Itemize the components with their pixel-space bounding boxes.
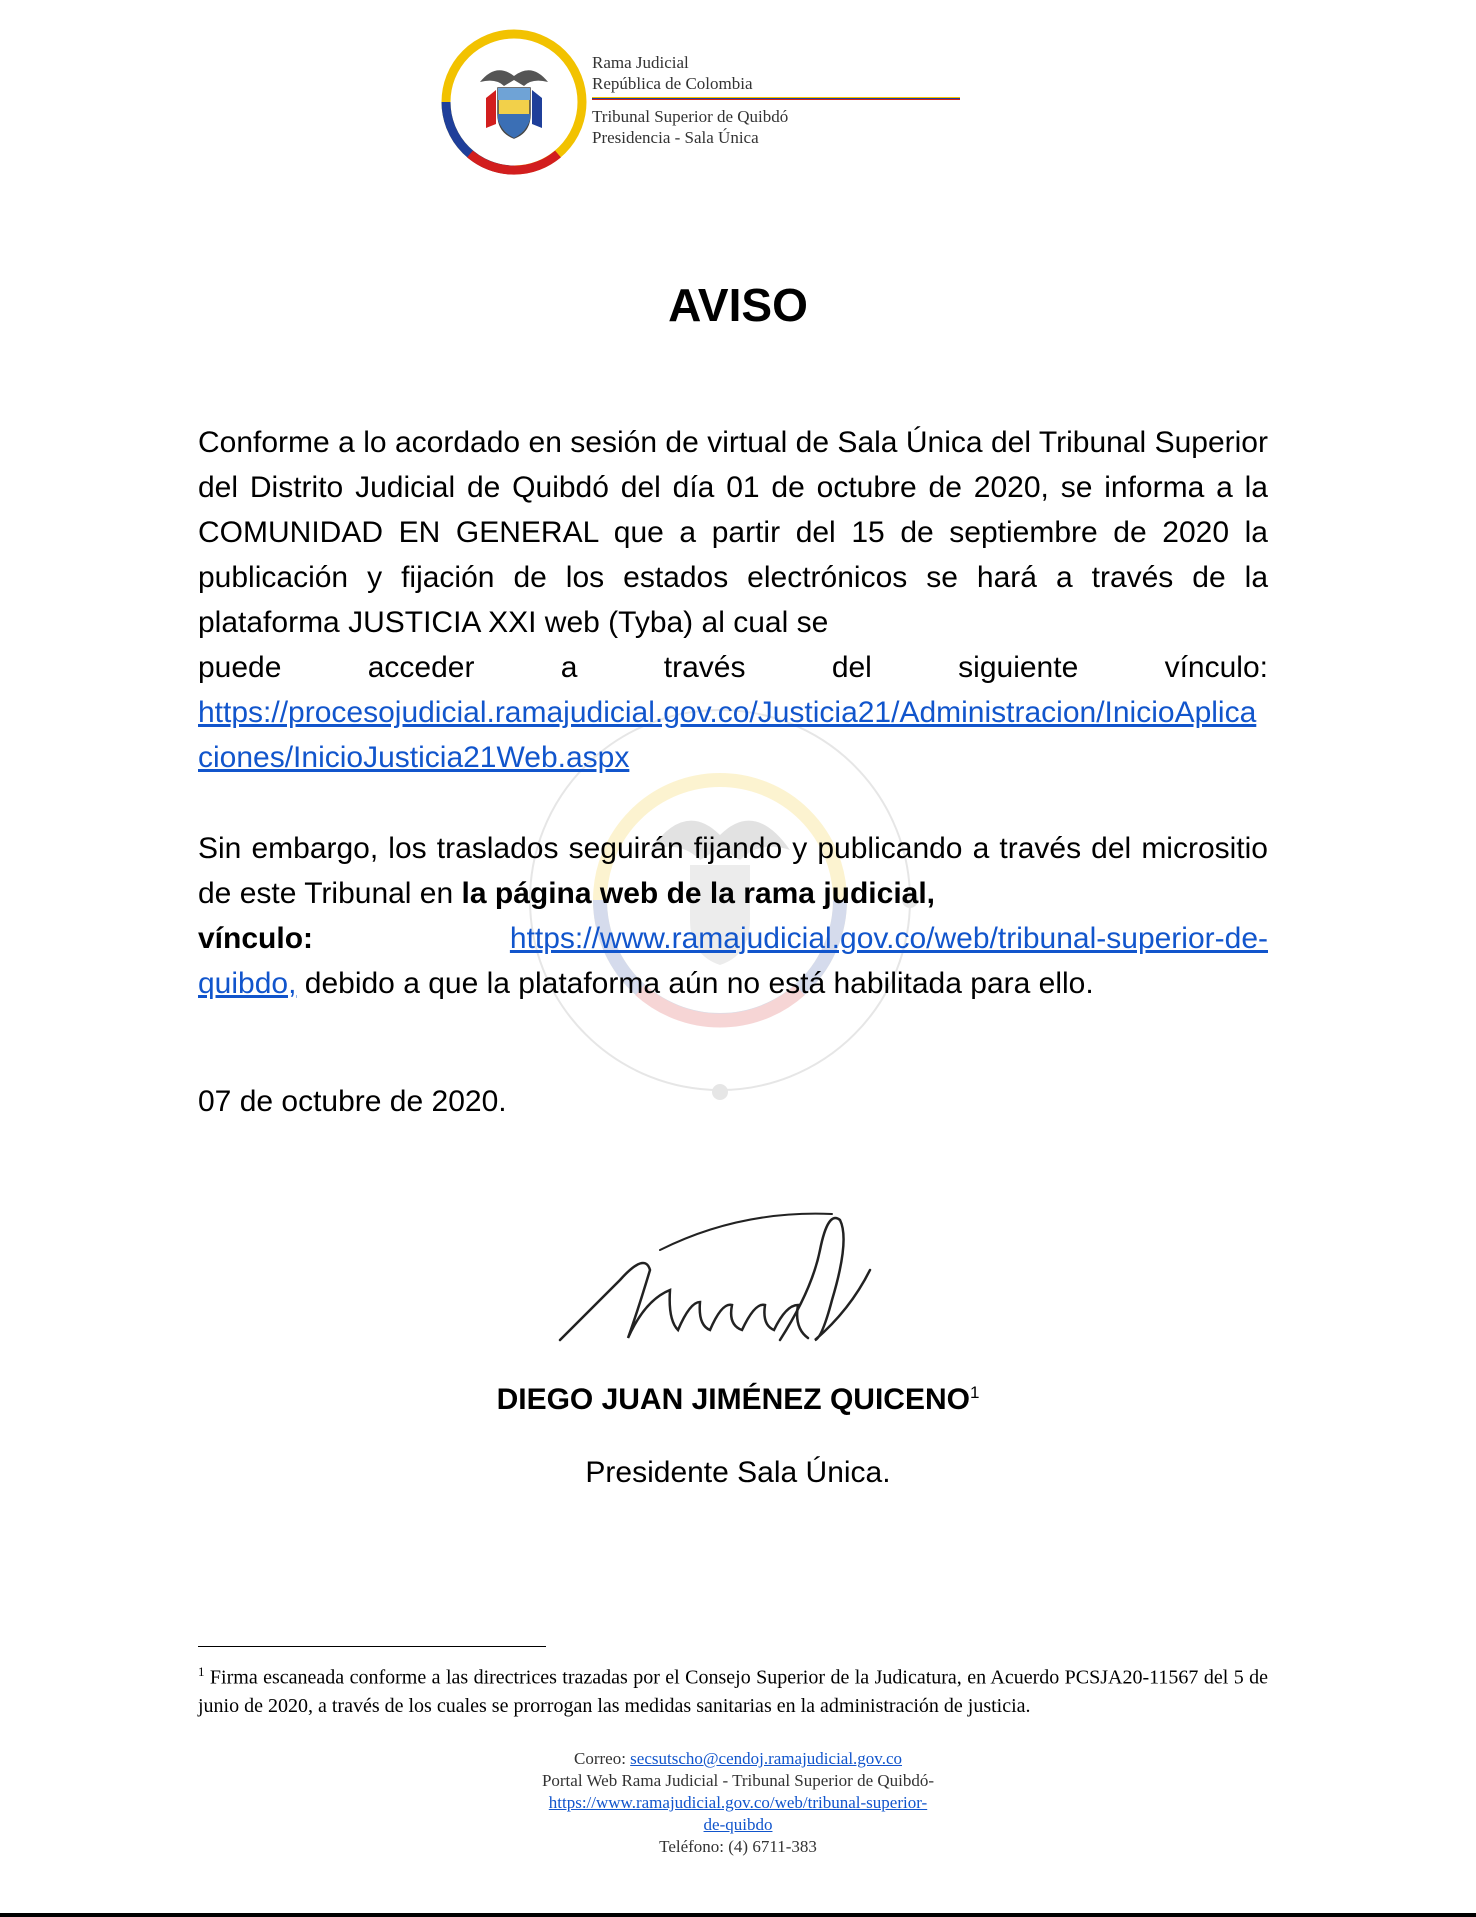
paragraph-2-bold-b: vínculo: xyxy=(198,922,314,955)
footer-portal-link-continuation[interactable]: de-quibdo xyxy=(703,1815,773,1834)
paragraph-2-text-a: Sin embargo, los traslados seguirán fijando y publicando a través del micrositio de este Tribunal en xyxy=(198,832,1268,910)
footnote-mark: 1 xyxy=(198,1664,205,1679)
footer-portal-link[interactable]: https://www.ramajudicial.gov.co/web/tribunal-superior- xyxy=(548,1793,928,1812)
word: vínculo: xyxy=(1164,651,1268,684)
letterhead-text xyxy=(592,52,788,148)
page-title: AVISO xyxy=(668,279,808,331)
word: acceder xyxy=(367,651,475,684)
letterhead-line-1: Rama Judicial xyxy=(592,53,689,72)
justicia21-link[interactable]: https://procesojudicial.ramajudicial.gov.co/Justicia21/Administracion/InicioAplicaciones/InicioJusticia21Web.aspx xyxy=(198,696,1257,774)
paragraph-2-link-line xyxy=(198,916,1268,961)
bottom-border xyxy=(0,1913,1476,1917)
handwritten-signature xyxy=(550,1190,930,1360)
word: siguiente xyxy=(958,651,1079,684)
word: través xyxy=(663,651,746,684)
letterhead-line-3: Tribunal Superior de Quibdó xyxy=(592,107,789,126)
letterhead-line-2: República de Colombia xyxy=(592,74,753,93)
rama-judicial-seal-logo xyxy=(440,28,588,176)
paragraph-2-text-b: debido a que la plataforma aún no está habilitada para ello. xyxy=(296,967,1094,1000)
footer-email-line xyxy=(0,1748,1476,1770)
paragraph-2-bold-a: la página web de la rama judicial, xyxy=(461,877,936,910)
paragraph-1-justified-line xyxy=(198,645,1268,690)
signer-name xyxy=(0,1383,1476,1417)
notice-paragraph-1 xyxy=(198,420,1268,780)
tribunal-microsite-link[interactable]: https://www.ramajudicial.gov.co/web/tribunal-superior-de- xyxy=(509,922,1268,955)
page-footer xyxy=(0,1748,1476,1858)
letterhead xyxy=(440,28,1000,178)
word: puede xyxy=(198,651,282,684)
footnote xyxy=(198,1658,1268,1720)
signer-name-text: DIEGO JUAN JIMÉNEZ QUICENO xyxy=(496,1383,970,1416)
word: a xyxy=(560,651,578,684)
notice-paragraph-2 xyxy=(198,826,1268,1006)
signer-footnote-mark: 1 xyxy=(969,1383,980,1402)
footnote-text: Firma escaneada conforme a las directrices trazadas por el Consejo Superior de la Judicatura, en Acuerdo PCSJA20-11567 del 5 de junio de 2020, a través de los cuales se prorrogan las medidas sanitarias en la administración de justicia. xyxy=(198,1666,1268,1717)
paragraph-1-text: Conforme a lo acordado en sesión de virtual de Sala Única del Tribunal Superior del Distrito Judicial de Quibdó del día 01 de octubre de 2020, se informa a la COMUNIDAD EN GENERAL que a partir del 15 de septiembre de 2020 la publicación y fijación de los estados electrónicos se hará a través de la plataforma JUSTICIA XXI web (Tyba) al cual se xyxy=(198,426,1268,639)
notice-date: 07 de octubre de 2020. xyxy=(198,1085,507,1118)
tribunal-microsite-link-continuation[interactable]: quibdo, xyxy=(198,967,297,1000)
letterhead-line-4: Presidencia - Sala Única xyxy=(592,128,759,147)
footer-phone: Teléfono: (4) 6711-383 xyxy=(659,1837,817,1856)
footnote-divider xyxy=(198,1646,546,1647)
footer-email-label: Correo: xyxy=(573,1749,631,1768)
tricolor-rule xyxy=(592,97,960,100)
word: del xyxy=(831,651,872,684)
footer-portal: Portal Web Rama Judicial - Tribunal Superior de Quibdó- xyxy=(541,1771,935,1790)
footer-email-link[interactable]: secsutscho@cendoj.ramajudicial.gov.co xyxy=(630,1749,902,1768)
signer-role: Presidente Sala Única. xyxy=(585,1456,891,1489)
